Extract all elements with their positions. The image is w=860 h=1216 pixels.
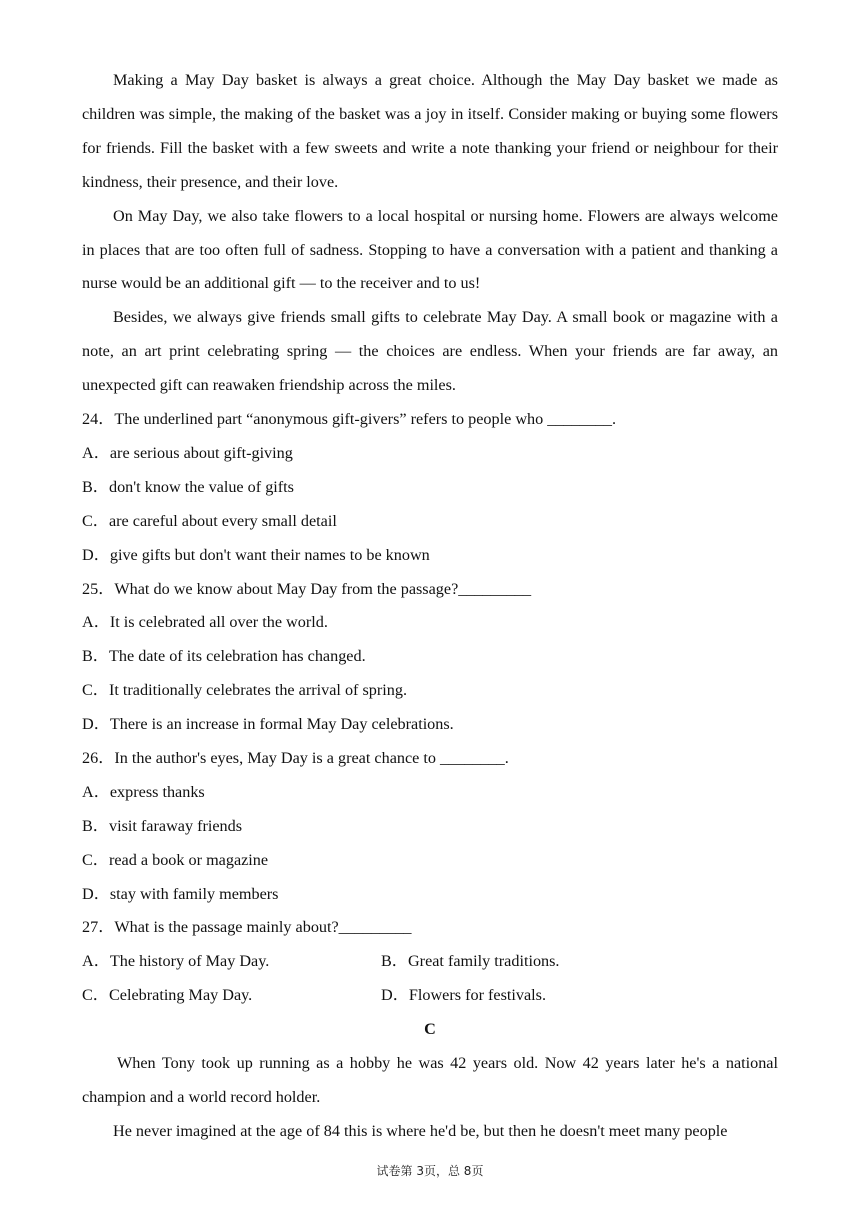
option-a: A．The history of May Day. bbox=[82, 952, 270, 971]
page-footer: 试卷第 3页，总 8页 bbox=[376, 1164, 484, 1178]
passage-paragraph: He never imagined at the age of 84 this is where he'd be, but then he doesn't meet many people bbox=[113, 1121, 728, 1140]
question-number: 26． bbox=[82, 748, 115, 767]
option-d: D．give gifts but don't want their names to be known bbox=[82, 545, 430, 564]
passage-paragraph: Making a May Day basket is always a great choice. Although the May Day basket we made as children was simple, the making of the basket was a joy in itself. Consider making or buying some flowers for friends. Fill the basket with a few sweets and write a note thanking your friend or neighbour for their kindness, their presence, and their love. bbox=[82, 71, 778, 191]
passage-paragraph: When Tony took up running as a hobby he was 42 years old. Now 42 years later he's a national champion and a world record holder. bbox=[82, 1053, 778, 1106]
option-d: D．Flowers for festivals. bbox=[381, 986, 546, 1005]
question-number: 27． bbox=[82, 918, 115, 937]
section-title: C bbox=[424, 1020, 436, 1039]
option-d: D．stay with family members bbox=[82, 884, 279, 903]
question-stem: What is the passage mainly about?_________ bbox=[114, 918, 412, 937]
option-b: B．The date of its celebration has changed. bbox=[82, 647, 366, 666]
option-row bbox=[82, 945, 778, 979]
option-a: A．express thanks bbox=[82, 782, 205, 801]
option-a: A．It is celebrated all over the world. bbox=[82, 613, 328, 632]
question-stem: The underlined part “anonymous gift-givers” refers to people who ________. bbox=[114, 410, 617, 429]
option-d: D．There is an increase in formal May Day celebrations. bbox=[82, 715, 454, 734]
question-number: 25． bbox=[82, 579, 115, 598]
option-b: B．don't know the value of gifts bbox=[82, 477, 294, 496]
passage-paragraph: Besides, we always give friends small gifts to celebrate May Day. A small book or magazine with a note, an art print celebrating spring — the choices are endless. When your friends are far away, an unexpected gift can reawaken friendship across the miles. bbox=[82, 308, 778, 395]
option-c: C．It traditionally celebrates the arrival of spring. bbox=[82, 681, 407, 700]
question-number: 24． bbox=[82, 410, 115, 429]
question-24 bbox=[82, 403, 778, 437]
question-stem: In the author's eyes, May Day is a great chance to ________. bbox=[114, 748, 509, 767]
question-25 bbox=[82, 573, 778, 607]
question-stem: What do we know about May Day from the passage?_________ bbox=[114, 579, 532, 598]
option-c: C．are careful about every small detail bbox=[82, 511, 337, 530]
exam-page bbox=[82, 64, 778, 1149]
passage-paragraph: On May Day, we also take flowers to a local hospital or nursing home. Flowers are always welcome in places that are too often full of sadness. Stopping to have a conversation with a patient and thanking a nurse would be an additional gift — to the receiver and to us! bbox=[82, 206, 778, 293]
option-b: B．Great family traditions. bbox=[381, 952, 560, 971]
question-26 bbox=[82, 742, 778, 776]
question-27 bbox=[82, 911, 778, 945]
option-b: B．visit faraway friends bbox=[82, 816, 243, 835]
option-a: A．are serious about gift-giving bbox=[82, 443, 293, 462]
option-c: C．Celebrating May Day. bbox=[82, 986, 253, 1005]
option-row bbox=[82, 979, 778, 1013]
option-c: C．read a book or magazine bbox=[82, 850, 269, 869]
